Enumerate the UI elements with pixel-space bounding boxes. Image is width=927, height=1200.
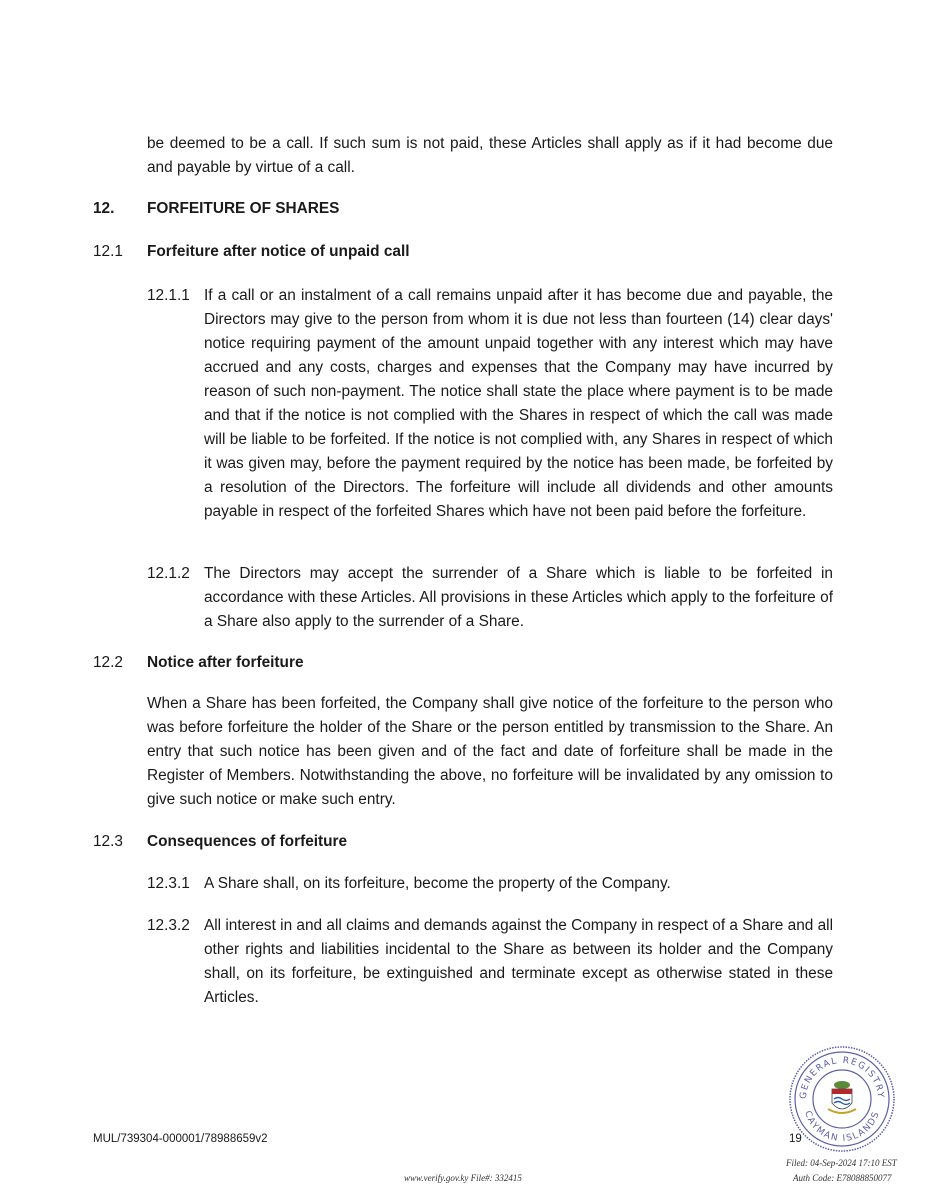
clause-number: 12.1.1 — [147, 287, 190, 304]
subsection-title: Consequences of forfeiture — [147, 833, 348, 850]
auth-code: Auth Code: E78088850077 — [793, 1173, 892, 1183]
clause-text: A Share shall, on its forfeiture, become the property of the Company. — [204, 875, 671, 892]
subsection-number: 12.2 — [93, 654, 123, 671]
clause-text: If a call or an instalment of a call remains unpaid after it has become due and payable, the Directors may give to the person from whom it is due not less than fourteen (14) clear days' notice requiring payment of the amount unpaid together with any interest which may have accrued and any costs, charges and expenses that the Company may have incurred by reason of such non-payment. The notice shall state the place where payment is to be made and that if the notice is not complied with the Shares in respect of which the call was made will be liable to be forfeited. If the notice is not complied with, any Shares in respect of which it was given may, before the payment required by the notice has been made, be forfeited by a resolution of the Directors. The forfeiture will include all dividends and other amounts payable in respect of the forfeited Shares which have not been paid before the forfeiture. — [204, 287, 833, 520]
seal-bottom-text: CAYMAN ISLANDS — [802, 1109, 882, 1145]
verify-url: www.verify.gov.ky File#: 332415 — [404, 1173, 522, 1183]
clause-number: 12.3.1 — [147, 875, 190, 892]
clause-text: The Directors may accept the surrender of a Share which is liable to be forfeited in accordance with these Articles. All provisions in these Articles which apply to the forfeiture of a Share also apply to the surrender of a Share. — [204, 565, 833, 630]
section-title: FORFEITURE OF SHARES — [147, 200, 340, 217]
clause-number: 12.3.2 — [147, 917, 190, 934]
clause-number: 12.1.2 — [147, 565, 190, 582]
page-number: 19 — [789, 1133, 802, 1145]
section-number: 12. — [93, 200, 115, 217]
filed-timestamp: Filed: 04-Sep-2024 17:10 EST — [786, 1158, 897, 1168]
subsection-title: Forfeiture after notice of unpaid call — [147, 243, 410, 260]
intro-paragraph: be deemed to be a call. If such sum is not paid, these Articles shall apply as if it had become due and payable by virtue of a call. — [147, 135, 833, 176]
registry-seal — [788, 1045, 896, 1153]
subsection-number: 12.1 — [93, 243, 123, 260]
seal-top-text: GENERAL REGISTRY — [798, 1055, 886, 1100]
document-id: MUL/739304-000001/78988659v2 — [93, 1133, 268, 1145]
subsection-title: Notice after forfeiture — [147, 654, 304, 671]
clause-text: All interest in and all claims and demands against the Company in respect of a Share and all other rights and liabilities incidental to the Share as between its holder and the Company shall, on its forfeiture, be extinguished and terminate except as otherwise stated in these Articles. — [204, 917, 833, 1006]
notice-paragraph: When a Share has been forfeited, the Company shall give notice of the forfeiture to the person who was before forfeiture the holder of the Share or the person entitled by transmission to the Share. An entry that such notice has been given and of the fact and date of forfeiture shall be made in the Register of Members. Notwithstanding the above, no forfeiture will be invalidated by any omission to give such notice or make such entry. — [147, 695, 833, 808]
subsection-number: 12.3 — [93, 833, 123, 850]
